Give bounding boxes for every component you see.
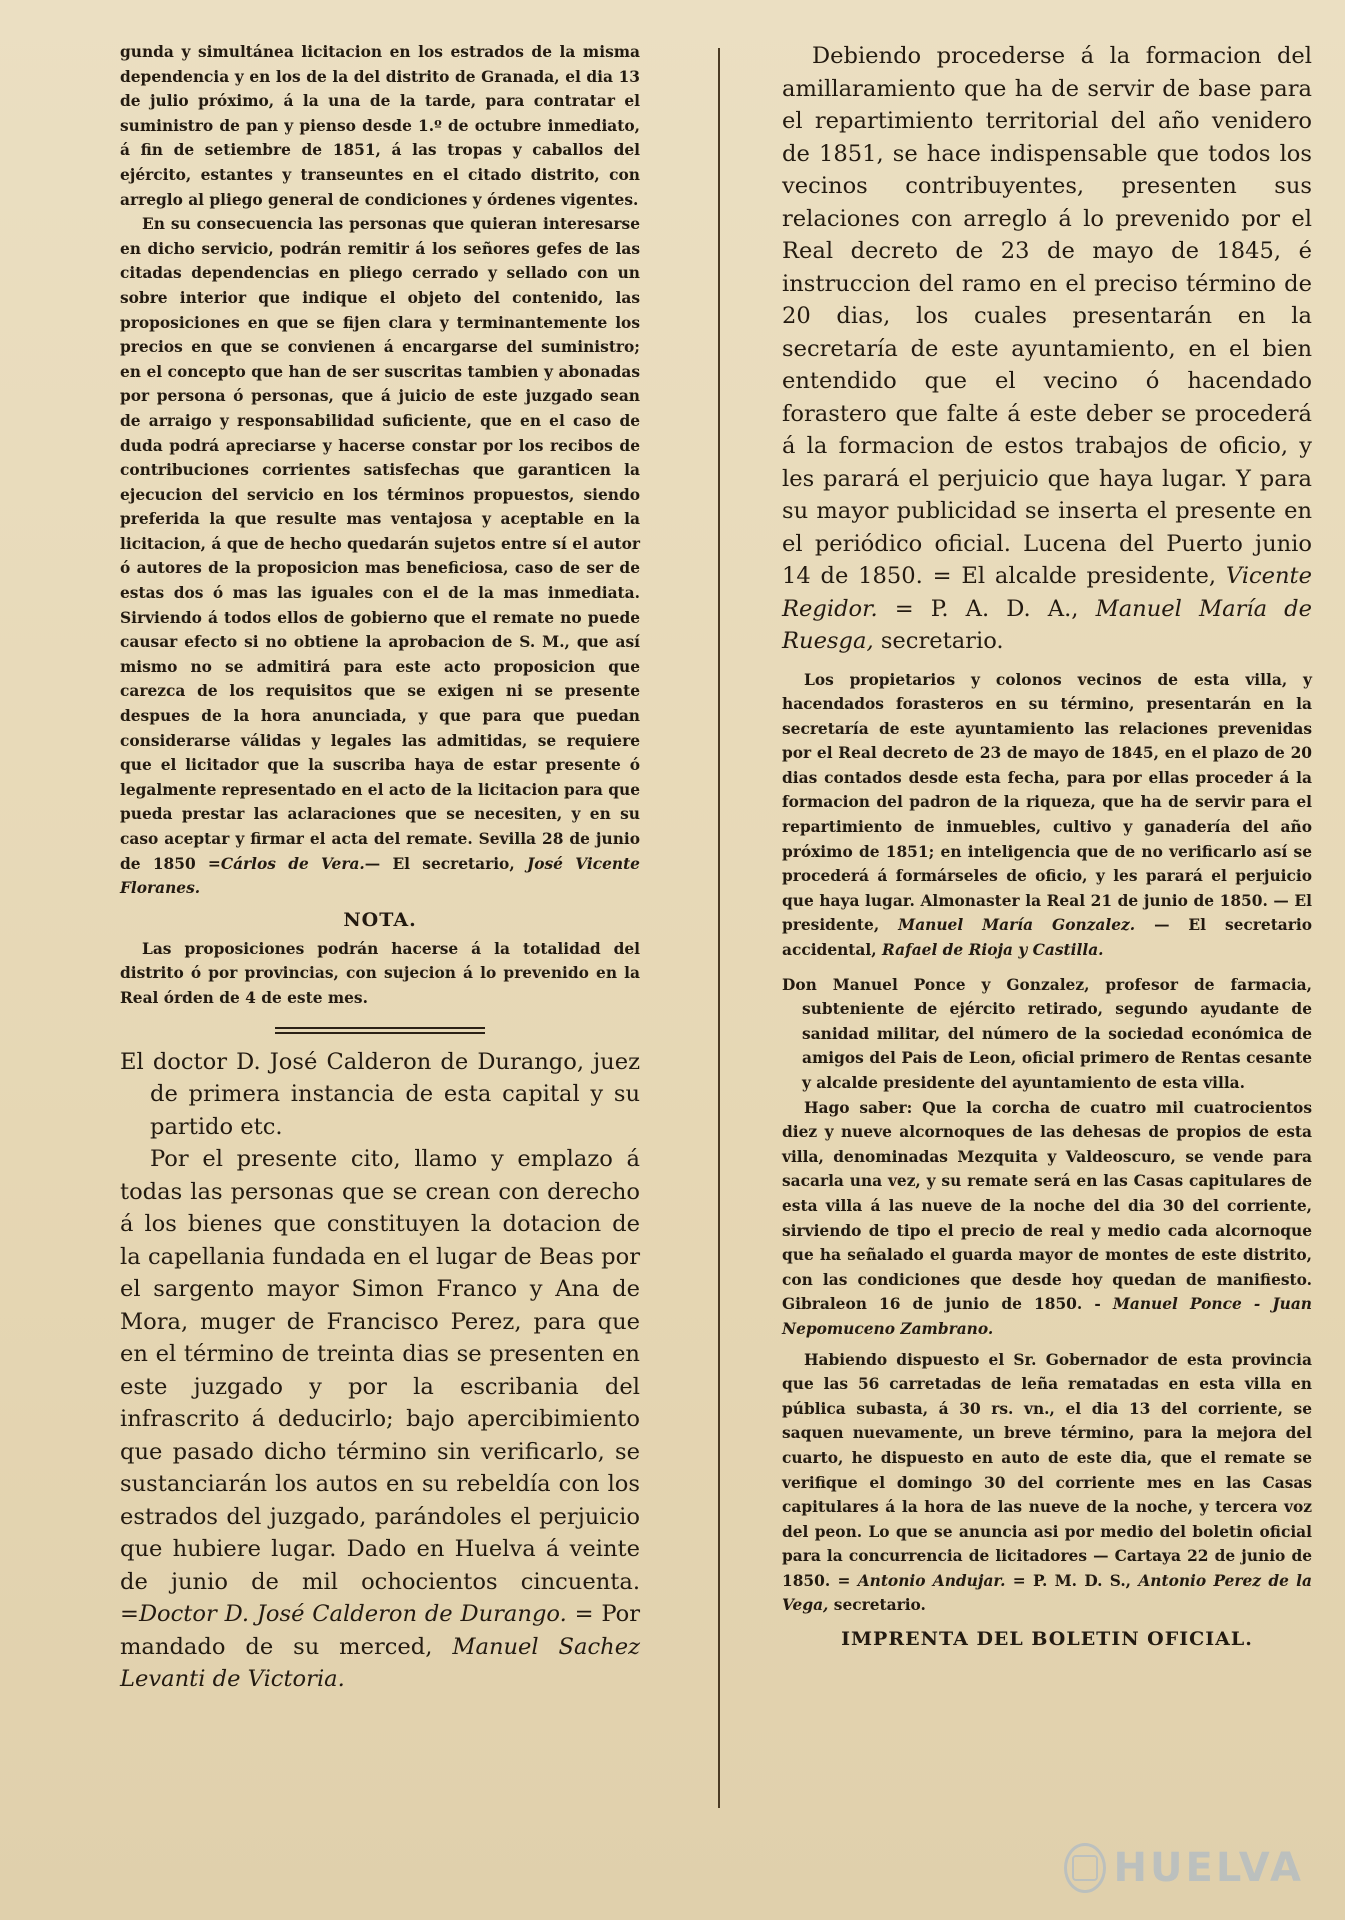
notice-2-text: Los propietarios y colonos vecinos de esta villa, y hacendados forasteros en su término, presentarán en la secretaría de este ayuntamiento las relaciones prevenidas por el Real decreto de 23 de mayo de 1845, en el plazo de 20 dias contados desde esta fecha, para por ellas proceder á la formacion del padron de la riqueza, que ha de servir para el repartimiento de inmuebles, cultivo y ganadería del año próximo de 1851; en inteligencia que de no verificarlo así se procederá á formárseles de oficio, y les parará el perjuicio que haya lugar. Almonaster la Real 21 de junio de 1850. — El presidente, xyxy=(782,670,1312,935)
column-divider xyxy=(718,48,720,1808)
seal-inner-shape xyxy=(1072,1855,1098,1881)
notice-1-text: Debiendo procederse á la formacion del amillaramiento que ha de servir de base para el repartimiento territorial del año venidero de 1851, se hace indispensable que todos los vecinos contribuyentes, presenten sus relaciones con arreglo á lo prevenido por el Real decreto de 23 de mayo de 1845, é instruccion del ramo en el preciso término de 20 dias, los cuales presentarán en la secretaría de este ayuntamiento, en el bien entendido que el vecino ó hacendado forastero que falte á este deber se procederá á la formacion de estos trabajos de oficio, y les parará el perjuicio que haya lugar. Y para su mayor publicidad se inserta el presente en el periódico oficial. Lucena del Puerto junio 14 de 1850. = El alcalde presidente, xyxy=(782,43,1312,589)
notice-2-signature-1: Manuel María Gonzalez. xyxy=(898,916,1136,935)
nota-text: Las proposiciones podrán hacerse á la totalidad del distrito ó por provincias, con sujecion á lo prevenido en la Real órden de 4 de este mes. xyxy=(120,939,640,1007)
notice-4-text: Habiendo dispuesto el Sr. Gobernador de esta provincia que las 56 carretadas de leña rematadas en esta villa en pública subasta, á 30 rs. vn., el dia 13 del corriente, se saquen nuevamente, un breve término, para la mejora del cuarto, he dispuesto en auto de este dia, que el remate se verifique el domingo 30 del corriente mes en las Casas capitulares á la hora de las nueve de la noche, y tercera voz del peon. Lo que se anuncia asi por medio del boletin oficial para la concurrencia de licitadores — Cartaya 22 de junio de 1850. = xyxy=(782,1350,1312,1590)
notice-1-signature-1: Vicente Regidor. xyxy=(782,563,1312,622)
notice-3-heading: Don Manuel Ponce y Gonzalez, profesor de farmacia, subteniente de ejército retirado, segundo ayudante de sanidad militar, del número de la sociedad económica de amigos del Pais de Leon, oficial primero de Rentas cesante y alcalde presidente del ayuntamiento de esta villa. xyxy=(782,975,1312,1092)
notice-3-text: Hago saber: Que la corcha de cuatro mil cuatrocientos diez y nueve alcornoques de las dehesas de propios de esta villa, denominadas Mezquita y Valdeoscuro, se vende para sacarla una vez, y su remate será en las Casas capitulares de esta villa á las nueve de la noche del dia 30 del corriente, sirviendo de tipo el precio de real y medio cada alcornoque que ha señalado el guarda mayor de montes de este distrito, con las condiciones que desde hoy quedan de manifiesto. Gibraleon 16 de junio de 1850. - xyxy=(782,1098,1312,1314)
notice-1-separator-1: = P. A. D. A., xyxy=(877,595,1096,622)
seal-icon xyxy=(1064,1843,1106,1893)
notice-3 xyxy=(782,1096,1312,1342)
body-signature-1: Cárlos de Vera. xyxy=(220,854,365,873)
notice-4-signature-1: Antonio Andujar. xyxy=(857,1571,1006,1590)
nota-heading: NOTA. xyxy=(343,908,417,931)
notice-4-separator-2: secretario. xyxy=(828,1596,926,1615)
edict-text: Por el presente cito, llamo y emplazo á todas las personas que se crean con derecho á los bienes que constituyen la dotacion de la capellania fundada en el lugar de Beas por el sargento mayor Simon Franco y Ana de Mora, muger de Francisco Perez, para que en el término de treinta dias se presenten en este juzgado y por la escribania del infrascrito á deducirlo; bajo apercibimiento que pasado dicho término sin verificarlo, se sustanciarán los autos en su rebeldía con los estrados del juzgado, parándoles el perjuicio que hubiere lugar. Dado en Huelva á veinte de junio de mil ochocientos cincuenta. = xyxy=(120,1146,640,1628)
notice-1-separator-2: secretario. xyxy=(873,628,1004,654)
notice-2 xyxy=(782,668,1312,963)
notice-2-signature-2: Rafael de Rioja y Castilla. xyxy=(881,941,1104,960)
body-separator-1: — El secretario, xyxy=(364,854,527,873)
notice-4-separator-1: = P. M. D. S., xyxy=(1005,1571,1139,1590)
watermark-text: HUELVA xyxy=(1113,1845,1304,1891)
body-paragraph-text: En su consecuencia las personas que quieran interesarse en dicho servicio, podrán remitir á los señores gefes de las citadas dependencias en pliego cerrado y sellado con un sobre interior que indique el objeto del contenido, las proposiciones en que se fijen clara y terminantemente los precios en que se convienen á encargarse del suministro; en el concepto que han de ser suscritas tambien y abonadas por persona ó personas, que á juicio de este juzgado sean de arraigo y responsabilidad suficiente, que en el caso de duda podrá apreciarse y hacerse constar por los recibos de contribuciones corrientes satisfechas que garanticen la ejecucion del servicio en los términos propuestos, siendo preferida la que resulte mas ventajosa y aceptable en la licitacion, á que de hecho quedarán sujetos entre sí el autor ó autores de la proposicion mas beneficiosa, caso de ser de estas dos ó mas las iguales con el de la mas inmediata. Sirviendo á todos ellos de gobierno que el remate no puede causar efecto si no obtiene la aprobacion de S. M., que así mismo no se admitirá para este acto proposicion que carezca de los requisitos que se exigen ni se presente despues de la hora anunciada, y que para que puedan considerarse válidas y legales las admitidas, se requiere que el licitador que la suscriba haya de estar presente ó legalmente representado en el acto de la licitacion para que pueda prestar las aclaraciones que se necesiten, y en su caso aceptar y firmar el acta del remate. Sevilla 28 de junio de 1850 = xyxy=(120,215,640,873)
right-column xyxy=(782,40,1312,1650)
notice-1 xyxy=(782,40,1312,658)
spacer xyxy=(782,658,1312,668)
section-rule xyxy=(275,1027,485,1034)
imprint: IMPRENTA DEL BOLETIN OFICIAL. xyxy=(841,1628,1253,1651)
notice-1-signature-2: Manuel María de Ruesga, xyxy=(782,595,1312,654)
body-paragraph xyxy=(120,212,640,901)
edict-separator-1: = Por mandado de su merced, xyxy=(120,1601,641,1660)
notice-4-signature-2: Antonio Perez de la Vega, xyxy=(782,1571,1312,1615)
intro-paragraph: gunda y simultánea licitacion en los estrados de la misma dependencia y en los de la del distrito de Granada, el dia 13 de julio próximo, á la una de la tarde, para contratar el suministro de pan y pienso desde 1.º de octubre inmediato, á fin de setiembre de 1851, á las tropas y caballos del ejército, estantes y transeuntes en el citado distrito, con arreglo al pliego general de condiciones y órdenes vigentes. xyxy=(120,43,640,209)
edict-paragraph xyxy=(120,1143,640,1696)
notice-3-signature: Manuel Ponce - Juan Nepomuceno Zambrano. xyxy=(782,1295,1312,1338)
spacer xyxy=(782,963,1312,973)
notice-4 xyxy=(782,1348,1312,1619)
edict-signature-2: Manuel Sachez Levanti de Victoria. xyxy=(120,1633,640,1693)
edict-signature-1: Doctor D. José Calderon de Durango. xyxy=(138,1601,567,1628)
left-column xyxy=(120,40,640,1696)
edict-heading: El doctor D. José Calderon de Durango, juez de primera instancia de esta capital y su partido etc. xyxy=(120,1048,640,1140)
body-signature-2: José Vicente Floranes. xyxy=(120,854,640,898)
huelva-watermark xyxy=(1064,1840,1304,1896)
notice-2-separator-1: — El secretario accidental, xyxy=(782,916,1313,960)
